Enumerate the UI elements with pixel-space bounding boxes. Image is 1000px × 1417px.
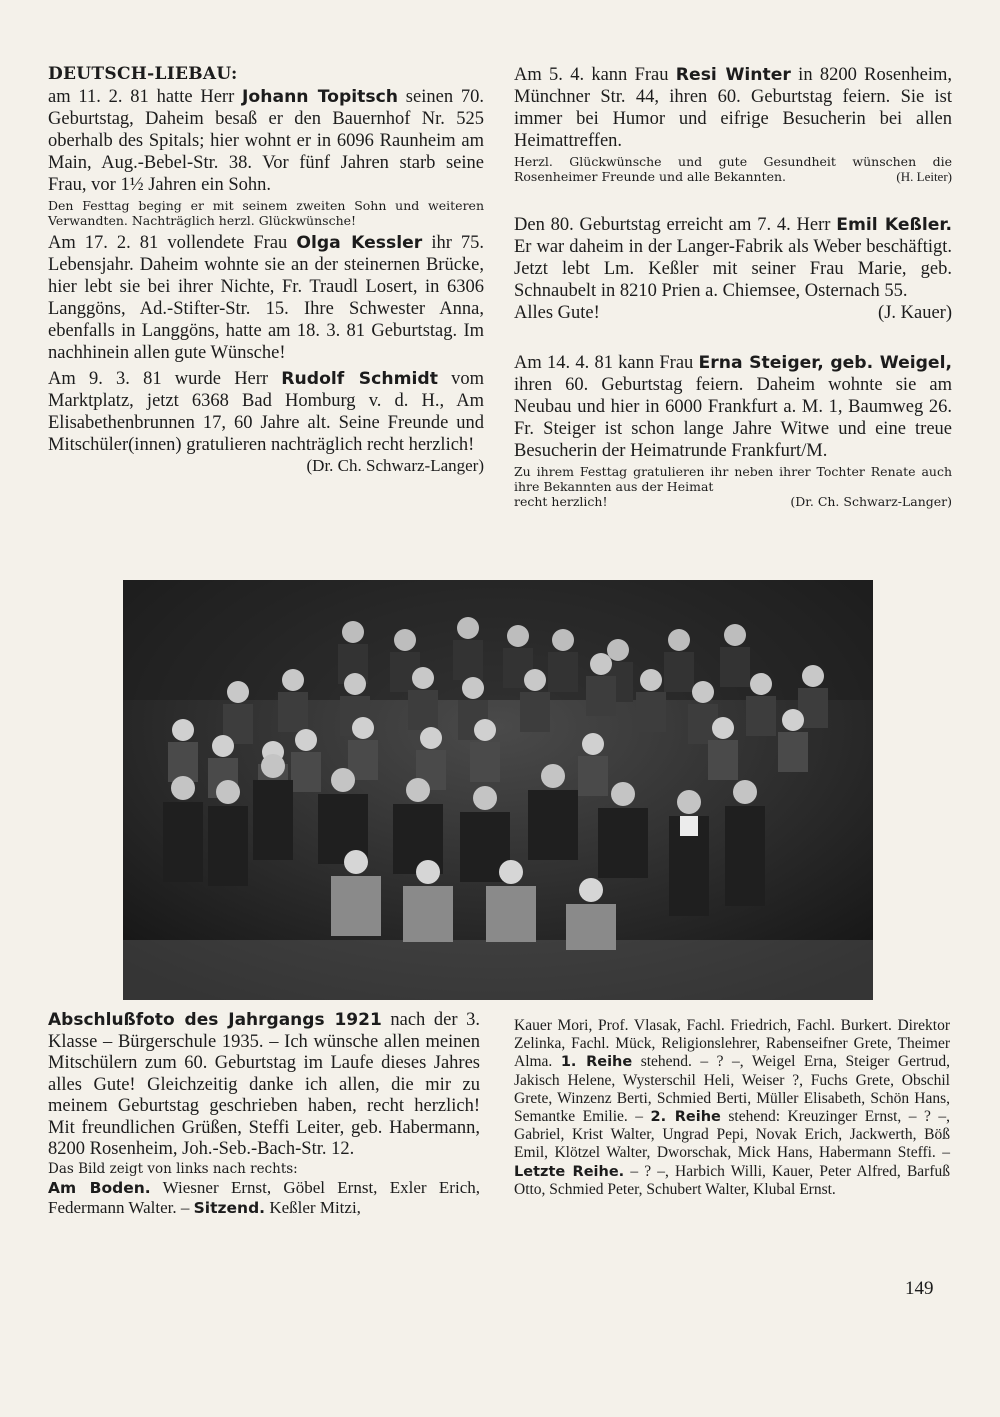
row-label: Am Boden. <box>48 1178 151 1197</box>
person-name: Johann Topitsch <box>242 87 399 107</box>
entry-text: vom Marktplatz, jetzt 6368 Bad Homburg v. d. H., Am Elisabethenbrunnen 17, 60 Jahre alt. Seine Freunde und Mitschüler(innen) gratulieren nachträglich recht herzlich! <box>48 369 485 455</box>
caption-names-left <box>48 1178 480 1218</box>
entry-text: Am 9. 3. 81 wurde Herr <box>48 369 282 389</box>
person-name: Rudolf Schmidt <box>281 369 438 389</box>
signature: (H. Leiter) <box>896 169 952 184</box>
entry-text: ihren 60. Geburtstag feiern. Daheim wohnte sie am Neubau und hier in 6000 Frankfurt a. M. 1, Baumweg 26. Fr. Steiger ist schon lange Jahre Witwe und eine treue Besucherin der Heimatrunde Frankfurt/M. <box>514 375 952 461</box>
entry-steiger <box>514 352 952 462</box>
entry-text: Den 80. Geburtstag erreicht am 7. 4. Herr <box>514 215 837 235</box>
caption-text: Keßler Mitzi, <box>265 1197 361 1217</box>
caption-text: nach der 3. Klasse – Bürgerschule 1935. – Ich wünsche allen meinen Mitschülern zum 60. Geburtstag im Laufe dieses Jahres alles Gute! Gleichzeitig danke ich allen, die mir zu meinem Geburtstag geschrieben haben, recht herzlich! Mit freundlichen Grüßen, Steffi Leiter, geb. Habermann, 8200 Rosenheim, Joh.-Seb.-Bach-Str. 12. <box>48 1010 480 1159</box>
caption-text: Wiesner Ernst, Göbel Ernst, Exler Erich, Federmann Walter. – <box>48 1177 480 1217</box>
signature: (J. Kauer) <box>878 303 952 323</box>
entry-text: Alles Gute! <box>514 303 600 323</box>
entry-text: seinen 70. Geburtstag, Daheim besaß er den Bauernhof Nr. 525 oberhalb des Spitals; hier wohnt er in 6096 Raunheim am Main, Aug.-Bebel-Str. 38. Vor fünf Jahren starb seine Frau, vor 1½ Jahren ein Sohn. <box>48 87 484 195</box>
caption-names-right <box>514 1017 950 1199</box>
caption-title: Abschlußfoto des Jahrgangs 1921 <box>48 1010 382 1030</box>
caption-text: – ? –, Harbich Willi, Kauer, Peter Alfred, Barfuß Otto, Schmied Peter, Schubert Walter, Klubal Ernst. <box>514 1162 950 1198</box>
entry-text: recht herzlich! <box>514 494 608 509</box>
class-photo <box>123 580 873 1000</box>
entry-kessler-emil <box>514 214 952 302</box>
entry-note: Zu ihrem Festtag gratulieren ihr neben ihrer Tochter Renate auch ihre Bekannten aus der Heimat <box>514 464 952 494</box>
caption-text: stehend. – ? –, Weigel Erna, Steiger Gertrud, Jakisch Helene, Wysterschil Heli, Weiser ?, Fuchs Grete, Obschil Grete, Winzenz Berti, Schmied Berti, Müller Elisabeth, Schön Hans, Semantke Emilie. – <box>514 1053 951 1126</box>
group-photo-illustration <box>123 580 873 1000</box>
entry-text: Am 17. 2. 81 vollendete Frau <box>48 233 297 253</box>
row-label: Letzte Reihe. <box>514 1163 625 1180</box>
entry-topitsch <box>48 86 484 196</box>
caption-text: stehend: Kreuzinger Ernst, – ? –, Gabriel, Krist Walter, Ungrad Pepi, Novak Erich, Jackwerth, Böß Emil, Klötzel Walter, Dworschak, Mick Hans, Habermann Steffi. – <box>514 1108 950 1162</box>
entry-text: ihr 75. Lebensjahr. Daheim wohnte sie an der steinernen Brücke, hier lebt sie bei ihrer Nichte, Fr. Traudl Losert, in 6306 Langgöns, Ad.-Stifter-Str. 15. Ihre Schwester Anna, ebenfalls in Langgöns, hatte am 18. 3. 81 Geburtstag. Im nachhinein allen gute Wünsche! <box>48 233 485 363</box>
entry-winter <box>514 64 952 152</box>
signature-row <box>514 494 952 509</box>
entry-schmidt <box>48 368 484 456</box>
entry-text: in 8200 Rosenheim, Münchner Str. 44, ihren 60. Geburtstag feiern. Sie ist immer bei Humor und eifrige Besucherin bei allen Heimattreffen. <box>514 65 952 151</box>
section-heading: DEUTSCH-LIEBAU: <box>48 64 238 84</box>
right-column <box>514 64 952 509</box>
left-column <box>48 64 484 476</box>
row-label: 1. Reihe <box>560 1054 633 1071</box>
signature: (Dr. Ch. Schwarz-Langer) <box>790 494 952 509</box>
entry-text: am 11. 2. 81 hatte Herr <box>48 87 243 107</box>
person-name: Resi Winter <box>675 65 791 85</box>
person-name: Olga Kessler <box>296 233 423 253</box>
entry-kessler <box>48 232 484 364</box>
entry-text: Er war daheim in der Langer-Fabrik als Weber beschäftigt. Jetzt lebt Lm. Keßler mit seiner Frau Marie, geb. Schnaubelt in 8210 Prien a. Chiemsee, Osternach 55. <box>514 237 952 301</box>
entry-text: Am 5. 4. kann Frau <box>514 65 676 85</box>
caption-text: Kauer Mori, Prof. Vlasak, Fachl. Friedrich, Fachl. Burkert. Direktor Zelinka, Fachl. Mück, Religionslehrer, Rabenseifner Grete, Theimer Alma. <box>514 1017 950 1071</box>
entry-text: Am 14. 4. 81 kann Frau <box>514 353 699 373</box>
entry-note: Herzl. Glückwünsche und gute Gesundheit wünschen die Rosenheimer Freunde und alle Bekannten. <box>514 154 952 184</box>
signature: (Dr. Ch. Schwarz-Langer) <box>306 456 484 475</box>
page-number: 149 <box>905 1278 934 1299</box>
caption-right <box>514 1017 950 1199</box>
row-label: 2. Reihe <box>650 1109 721 1126</box>
person-name: Erna Steiger, geb. Weigel, <box>698 353 953 373</box>
signature-row <box>514 302 952 324</box>
caption-intro: Das Bild zeigt von links nach rechts: <box>48 1160 298 1177</box>
person-name: Emil Keßler. <box>836 215 952 235</box>
entry-note: Den Festtag beging er mit seinem zweiten Sohn und weiteren Verwandten. Nachträglich herzl. Glückwünsche! <box>48 198 484 228</box>
photo-caption <box>48 1010 480 1161</box>
row-label: Sitzend. <box>193 1198 266 1217</box>
caption-left <box>48 1010 480 1218</box>
